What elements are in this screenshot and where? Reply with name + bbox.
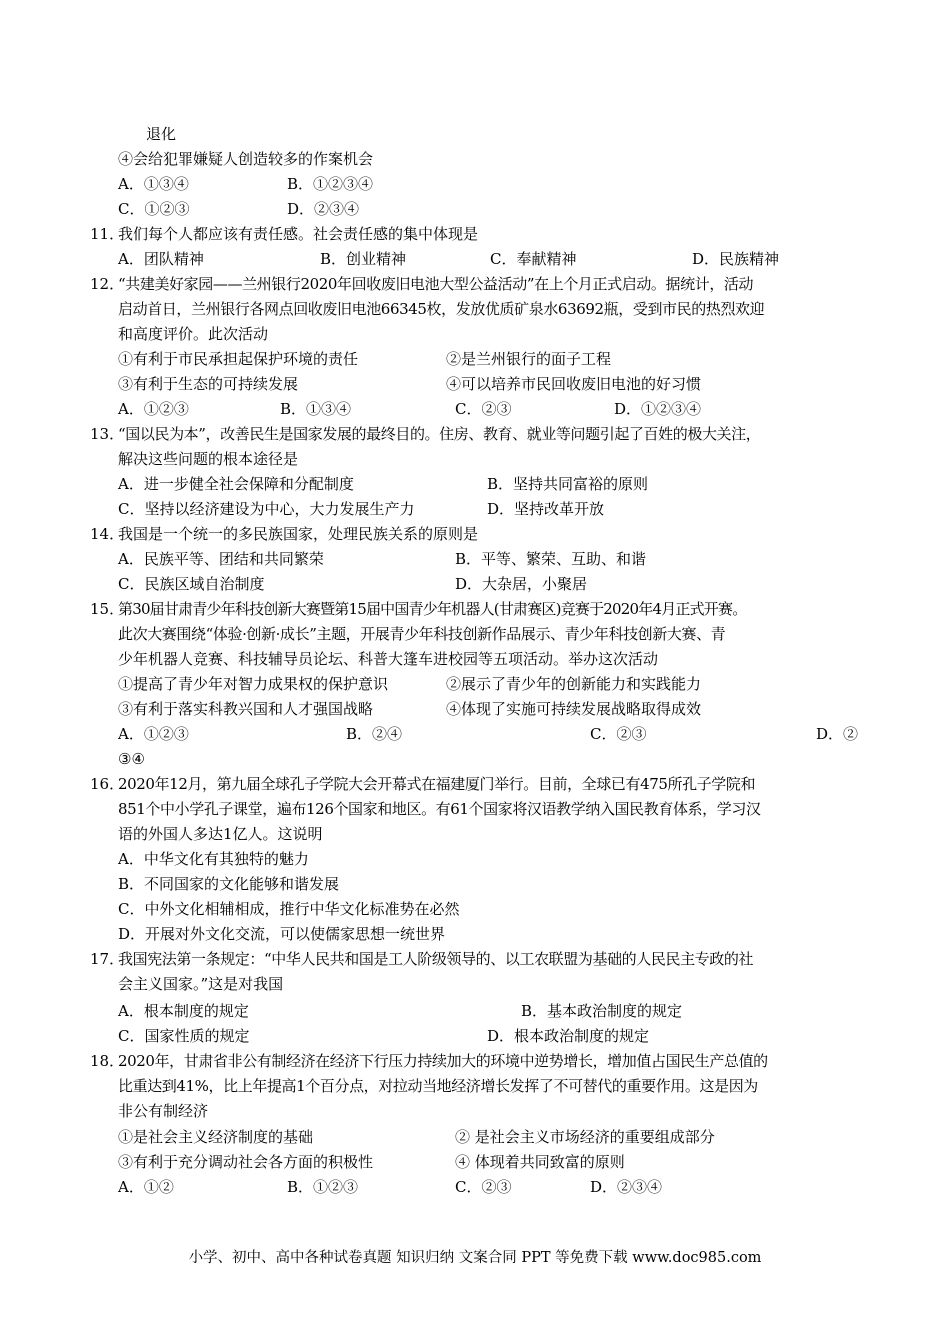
q12-choice-d: D．①②③④	[614, 400, 702, 418]
q14-number: 14．	[90, 525, 125, 543]
q15-option-1: ①提高了青少年对智力成果权的保护意识	[118, 675, 389, 693]
q15-option-4: ④体现了实施可持续发展战略取得成效	[446, 700, 702, 718]
q18-stem-line-2: 比重达到41%，比上年提高1个百分点，对拉动当地经济增长发挥了不可替代的重要作用。这是因为	[118, 1077, 758, 1095]
q11-choice-b: B．创业精神	[320, 250, 407, 268]
q16-stem-line-2: 851个中小学孔子课堂，遍布126个国家和地区。有61个国家将汉语教学纳入国民教育体系，学习汉	[118, 800, 761, 818]
q18-choice-b: B．①②③	[287, 1178, 359, 1196]
q11-choice-c: C．奉献精神	[490, 250, 577, 268]
q14-choice-a: A．民族平等、团结和共同繁荣	[118, 550, 324, 568]
q12-option-3: ③有利于生态的可持续发展	[118, 375, 299, 393]
q16-number: 16．	[90, 775, 125, 793]
q15-stem-line-1: 第30届甘肃青少年科技创新大赛暨第15届中国青少年机器人(甘肃赛区)竞赛于2020年4月正式开赛。	[118, 600, 747, 618]
q16-stem-line-1: 2020年12月，第九届全球孔子学院大会开幕式在福建厦门举行。目前，全球已有475所孔子学院和	[118, 775, 756, 793]
q12-stem-line-3: 和高度评价。此次活动	[118, 325, 269, 343]
q17-stem-line-2: 会主义国家。”这是对我国	[118, 975, 284, 993]
q11-stem: 我们每个人都应该有责任感。社会责任感的集中体现是	[118, 225, 479, 243]
q16-stem-line-3: 语的外国人多达1亿人。这说明	[118, 825, 323, 843]
q13-choice-b: B．坚持共同富裕的原则	[487, 475, 649, 493]
q18-choice-a: A．①②	[118, 1178, 174, 1196]
page-footer: 小学、初中、高中各种试卷真题 知识归纳 文案合同 PPT 等免费下载 www.doc985.com	[188, 1250, 762, 1266]
q17-stem-line-1: 我国宪法第一条规定：“中华人民共和国是工人阶级领导的、以工农联盟为基础的人民民主专政的社	[118, 950, 754, 968]
q18-number: 18．	[90, 1052, 125, 1070]
q15-choice-d: D．②	[816, 725, 859, 743]
prev-choice-a: A．①③④	[118, 175, 189, 193]
q15-choice-d-continuation: ③④	[118, 750, 145, 768]
q13-choice-d: D．坚持改革开放	[487, 500, 605, 518]
q12-choice-b: B．①③④	[280, 400, 352, 418]
prev-choice-b: B．①②③④	[287, 175, 374, 193]
q15-stem-line-2: 此次大赛围绕“体验·创新·成长”主题，开展青少年科技创新作品展示、青少年科技创新大赛、青	[118, 625, 726, 643]
q14-choice-b: B．平等、繁荣、互助、和谐	[455, 550, 647, 568]
q11-number: 11．	[90, 225, 125, 243]
q12-option-2: ②是兰州银行的面子工程	[446, 350, 612, 368]
q16-choice-b: B．不同国家的文化能够和谐发展	[118, 875, 340, 893]
q17-number: 17．	[90, 950, 125, 968]
q18-option-4: ④ 体现着共同致富的原则	[455, 1153, 625, 1171]
q12-option-1: ①有利于市民承担起保护环境的责任	[118, 350, 359, 368]
q18-option-2: ② 是社会主义市场经济的重要组成部分	[455, 1128, 715, 1146]
q15-stem-line-3: 少年机器人竞赛、科技辅导员论坛、科普大篷车进校园等五项活动。举办这次活动	[118, 650, 659, 668]
q18-choice-d: D．②③④	[590, 1178, 663, 1196]
q11-choice-d: D．民族精神	[692, 250, 780, 268]
q14-stem: 我国是一个统一的多民族国家，处理民族关系的原则是	[118, 525, 479, 543]
q17-choice-d: D．根本政治制度的规定	[487, 1027, 650, 1045]
q17-choice-c: C．国家性质的规定	[118, 1027, 250, 1045]
q12-stem-line-2: 启动首日，兰州银行各网点回收废旧电池66345枚，发放优质矿泉水63692瓶，受到市民的热烈欢迎	[118, 300, 765, 318]
q13-choice-a: A．进一步健全社会保障和分配制度	[118, 475, 354, 493]
prev-option-4: ④会给犯罪嫌疑人创造较多的作案机会	[118, 150, 374, 168]
q16-choice-c: C．中外文化相辅相成，推行中华文化标准势在必然	[118, 900, 460, 918]
q13-stem-line-2: 解决这些问题的根本途径是	[118, 450, 299, 468]
q15-choice-a: A．①②③	[118, 725, 189, 743]
q18-stem-line-1: 2020年，甘肃省非公有制经济在经济下行压力持续加大的环境中逆势增长，增加值占国民生产总值的	[118, 1052, 768, 1070]
q15-choice-b: B．②④	[346, 725, 403, 743]
q18-choice-c: C．②③	[455, 1178, 512, 1196]
q17-choice-a: A．根本制度的规定	[118, 1002, 249, 1020]
q11-choice-a: A．团队精神	[118, 250, 204, 268]
q18-stem-line-3: 非公有制经济	[118, 1102, 209, 1120]
q14-choice-d: D．大杂居，小聚居	[455, 575, 588, 593]
q12-stem-line-1: “共建美好家园——兰州银行2020年回收废旧电池大型公益活动”在上个月正式启动。据统计，活动	[118, 275, 754, 293]
prev-choice-d: D．②③④	[287, 200, 360, 218]
q16-choice-a: A．中华文化有其独特的魅力	[118, 850, 309, 868]
q15-number: 15．	[90, 600, 125, 618]
q12-choice-c: C．②③	[455, 400, 512, 418]
q15-choice-c: C．②③	[590, 725, 647, 743]
q12-number: 12．	[90, 275, 125, 293]
q12-option-4: ④可以培养市民回收废旧电池的好习惯	[446, 375, 702, 393]
q13-choice-c: C．坚持以经济建设为中心，大力发展生产力	[118, 500, 415, 518]
prev-choice-c: C．①②③	[118, 200, 190, 218]
q17-choice-b: B．基本政治制度的规定	[521, 1002, 683, 1020]
q14-choice-c: C．民族区域自治制度	[118, 575, 265, 593]
q13-number: 13．	[90, 425, 125, 443]
q15-option-3: ③有利于落实科教兴国和人才强国战略	[118, 700, 374, 718]
q18-option-3: ③有利于充分调动社会各方面的积极性	[118, 1153, 374, 1171]
q15-option-2: ②展示了青少年的创新能力和实践能力	[446, 675, 702, 693]
q18-option-1: ①是社会主义经济制度的基础	[118, 1128, 314, 1146]
prev-question-continuation: 退化	[146, 125, 177, 143]
q13-stem-line-1: “国以民为本”，改善民生是国家发展的最终目的。住房、教育、就业等问题引起了百姓的极大关注，	[118, 425, 761, 443]
q16-choice-d: D．开展对外文化交流，可以使儒家思想一统世界	[118, 925, 446, 943]
q12-choice-a: A．①②③	[118, 400, 189, 418]
